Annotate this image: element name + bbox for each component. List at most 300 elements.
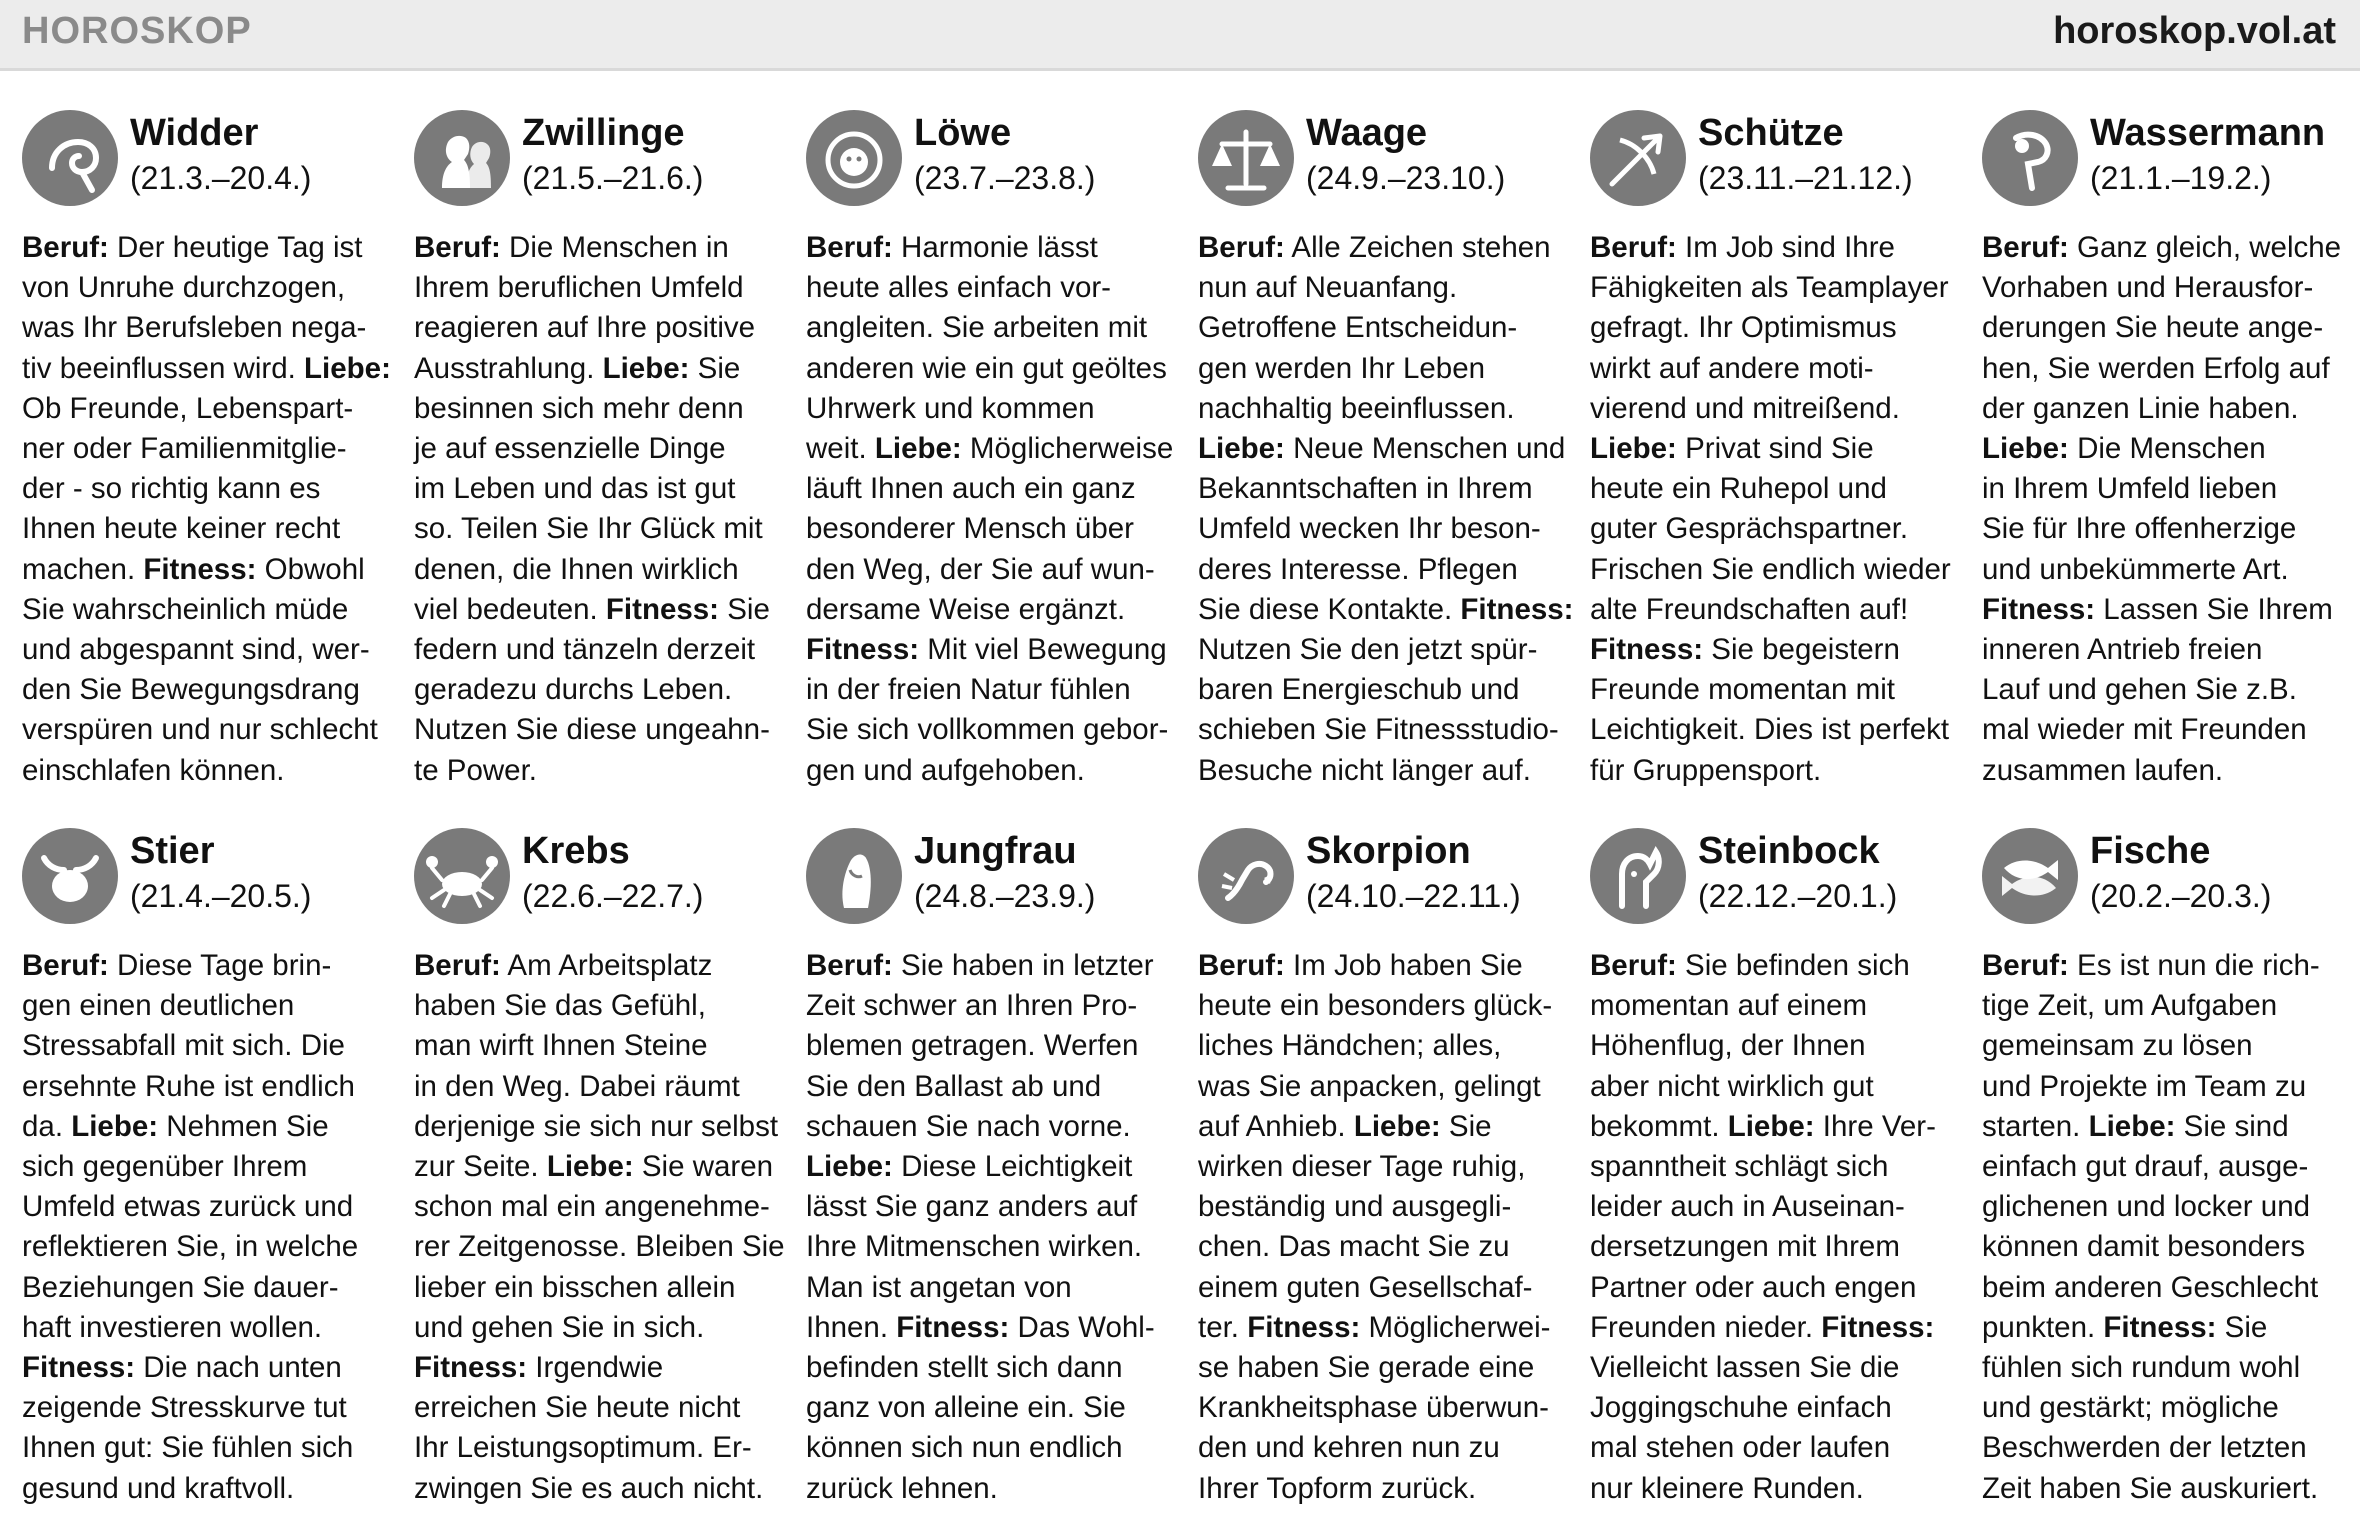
text-line bbox=[1198, 1268, 1566, 1308]
text-fragment: Sie befinden sich bbox=[1676, 949, 1910, 982]
text-fragment: hen, Sie werden Erfolg auf bbox=[1982, 351, 2330, 385]
text-fragment: in der freien Natur fühlen bbox=[806, 673, 1131, 707]
text-line bbox=[414, 550, 782, 590]
text-line bbox=[414, 228, 782, 268]
text-fragment: was Ihr Berufsleben nega- bbox=[22, 311, 367, 345]
text-line bbox=[806, 389, 1174, 429]
text-line bbox=[1198, 1026, 1566, 1066]
text-line bbox=[1590, 268, 1958, 308]
text-line bbox=[806, 469, 1174, 509]
text-fragment: Lauf und gehen Sie z.B. bbox=[1982, 673, 2297, 707]
text-fragment: Im Job sind Ihre bbox=[1676, 231, 1895, 264]
text-fragment: Partner oder auch engen bbox=[1590, 1270, 1917, 1304]
text-line bbox=[806, 550, 1174, 590]
text-fragment: denen, die Ihnen wirklich bbox=[414, 552, 739, 586]
text-fragment: erreichen Sie heute nicht bbox=[414, 1391, 741, 1425]
text-fragment: Vielleicht lassen Sie die bbox=[1590, 1351, 1900, 1385]
text-line bbox=[1198, 389, 1566, 429]
site-link[interactable]: horoskop.vol.at bbox=[2053, 10, 2336, 52]
text-line bbox=[806, 710, 1174, 750]
text-fragment: Uhrwerk und kommen bbox=[806, 391, 1095, 425]
text-line bbox=[22, 1428, 390, 1468]
text-fragment: derjenige sie sich nur selbst bbox=[414, 1109, 779, 1143]
category-label: Beruf: bbox=[1198, 231, 1285, 264]
text-line bbox=[1198, 1147, 1566, 1187]
fish-icon bbox=[1982, 828, 2078, 924]
text-fragment: derungen Sie heute ange- bbox=[1982, 311, 2324, 345]
text-fragment: in den Weg. Dabei räumt bbox=[414, 1069, 740, 1103]
text-fragment: nur kleinere Runden. bbox=[1590, 1471, 1864, 1505]
text-line bbox=[414, 1469, 782, 1509]
text-fragment: Sie bbox=[689, 351, 741, 385]
text-line bbox=[1982, 1428, 2350, 1468]
text-fragment: nachhaltig beeinflussen. bbox=[1198, 391, 1515, 425]
text-line bbox=[806, 1428, 1174, 1468]
category-label: Fitness: bbox=[1247, 1310, 1361, 1344]
text-fragment: vierend und mitreißend. bbox=[1590, 391, 1900, 425]
text-fragment: Leichtigkeit. Dies ist perfekt bbox=[1590, 713, 1950, 747]
text-fragment: glichenen und locker und bbox=[1982, 1190, 2311, 1224]
text-fragment: federn und tänzeln derzeit bbox=[414, 633, 756, 667]
horoscope-text bbox=[414, 228, 782, 791]
text-line bbox=[414, 710, 782, 750]
text-line bbox=[414, 1107, 782, 1147]
horoscope-text bbox=[22, 228, 390, 791]
horoscope-text bbox=[806, 946, 1174, 1509]
text-line bbox=[1590, 1469, 1958, 1509]
sign-name: Krebs bbox=[522, 830, 630, 872]
text-fragment: Die nach unten bbox=[135, 1351, 342, 1385]
text-fragment: Höhenflug, der Ihnen bbox=[1590, 1029, 1866, 1063]
text-fragment: Besuche nicht länger auf. bbox=[1198, 753, 1531, 787]
text-line bbox=[806, 1227, 1174, 1267]
text-line bbox=[1982, 946, 2350, 986]
text-line bbox=[1590, 1147, 1958, 1187]
text-fragment: Freunde momentan mit bbox=[1590, 673, 1895, 707]
text-line bbox=[1590, 228, 1958, 268]
text-line bbox=[1590, 1187, 1958, 1227]
text-line bbox=[1590, 1067, 1958, 1107]
sign-dates: (21.3.–20.4.) bbox=[130, 160, 312, 196]
text-fragment: der ganzen Linie haben. bbox=[1982, 391, 2299, 425]
text-line bbox=[1982, 1026, 2350, 1066]
text-fragment: lässt Sie ganz anders auf bbox=[806, 1190, 1138, 1224]
text-fragment: und unbekümmerte Art. bbox=[1982, 552, 2289, 586]
horoscope-text bbox=[1982, 228, 2350, 791]
text-fragment: gefragt. Ihr Optimismus bbox=[1590, 311, 1897, 345]
text-line bbox=[806, 268, 1174, 308]
crab-icon bbox=[414, 828, 510, 924]
sign-dates: (22.6.–22.7.) bbox=[522, 878, 704, 914]
sign-name: Löwe bbox=[914, 112, 1012, 154]
text-fragment: sich gegenüber Ihrem bbox=[22, 1150, 308, 1184]
text-fragment: mal wieder mit Freunden bbox=[1982, 713, 2307, 747]
text-fragment: Bekanntschaften in Ihrem bbox=[1198, 472, 1533, 506]
text-line bbox=[22, 268, 390, 308]
text-line bbox=[806, 1147, 1174, 1187]
text-fragment: te Power. bbox=[414, 753, 537, 787]
text-line bbox=[1982, 469, 2350, 509]
text-line bbox=[1982, 308, 2350, 348]
text-fragment: einschlafen können. bbox=[22, 753, 285, 787]
text-line bbox=[1590, 710, 1958, 750]
text-fragment: Am Arbeitsplatz bbox=[500, 949, 713, 982]
category-label: Liebe: bbox=[1982, 432, 2069, 466]
text-fragment: befinden stellt sich dann bbox=[806, 1351, 1123, 1385]
text-line bbox=[22, 1469, 390, 1509]
text-line bbox=[414, 590, 782, 630]
horoscope-text bbox=[1198, 946, 1566, 1509]
text-line bbox=[806, 1107, 1174, 1147]
text-line bbox=[1198, 509, 1566, 549]
text-fragment: Es ist nun die rich- bbox=[2068, 949, 2320, 982]
text-fragment: Mit viel Bewegung bbox=[919, 633, 1167, 667]
text-line bbox=[1198, 228, 1566, 268]
horoscope-text bbox=[1590, 946, 1958, 1509]
text-fragment: läuft Ihnen auch ein ganz bbox=[806, 472, 1136, 506]
text-line bbox=[22, 308, 390, 348]
text-line bbox=[1198, 268, 1566, 308]
text-line bbox=[1982, 509, 2350, 549]
category-label: Beruf: bbox=[1590, 231, 1677, 264]
text-fragment: Krankheitsphase überwun- bbox=[1198, 1391, 1549, 1425]
text-fragment: reagieren auf Ihre positive bbox=[414, 311, 756, 345]
scorpion-icon bbox=[1198, 828, 1294, 924]
text-fragment: einfach gut drauf, ausge- bbox=[1982, 1150, 2309, 1184]
text-line bbox=[806, 308, 1174, 348]
text-fragment: Sie diese Kontakte. bbox=[1198, 592, 1461, 626]
text-line bbox=[806, 1469, 1174, 1509]
text-fragment: für Gruppensport. bbox=[1590, 753, 1822, 787]
text-line bbox=[1982, 1227, 2350, 1267]
text-fragment: momentan auf einem bbox=[1590, 989, 1868, 1023]
text-fragment: se haben Sie gerade eine bbox=[1198, 1351, 1535, 1385]
text-fragment: geradezu durchs Leben. bbox=[414, 673, 733, 707]
text-fragment: Im Job haben Sie bbox=[1284, 949, 1523, 982]
text-line bbox=[806, 429, 1174, 469]
text-fragment: Ausstrahlung. bbox=[414, 351, 603, 385]
text-fragment: Sie haben in letzter bbox=[892, 949, 1154, 982]
text-line bbox=[806, 590, 1174, 630]
text-fragment: Ganz gleich, welche bbox=[2068, 231, 2342, 264]
text-fragment: Die Menschen in bbox=[500, 231, 729, 264]
text-fragment: machen. bbox=[22, 552, 144, 586]
text-line bbox=[1590, 590, 1958, 630]
text-fragment: Der heutige Tag ist bbox=[108, 231, 363, 264]
text-fragment: beständig und ausgegli- bbox=[1198, 1190, 1512, 1224]
water-bearer-icon bbox=[1982, 110, 2078, 206]
text-fragment: ter. bbox=[1198, 1310, 1248, 1344]
text-fragment: Möglicherwei- bbox=[1360, 1310, 1551, 1344]
text-line bbox=[1982, 1388, 2350, 1428]
sign-name: Jungfrau bbox=[914, 830, 1077, 872]
category-label: Fitness: bbox=[22, 1351, 136, 1385]
text-fragment: Stressabfall mit sich. Die bbox=[22, 1029, 345, 1063]
text-line bbox=[414, 1147, 782, 1187]
text-fragment: aber nicht wirklich gut bbox=[1590, 1069, 1874, 1103]
horoscope-text bbox=[1198, 228, 1574, 791]
text-line bbox=[1198, 630, 1566, 670]
lion-icon bbox=[806, 110, 902, 206]
text-fragment: Ihnen heute keiner recht bbox=[22, 512, 341, 546]
text-line bbox=[22, 1308, 390, 1348]
text-line bbox=[1590, 550, 1958, 590]
text-fragment: und gehen Sie in sich. bbox=[414, 1310, 705, 1344]
sign-dates: (23.7.–23.8.) bbox=[914, 160, 1096, 196]
text-line bbox=[1982, 986, 2350, 1026]
text-fragment: Umfeld etwas zurück und bbox=[22, 1190, 354, 1224]
text-fragment: nun auf Neuanfang. bbox=[1198, 271, 1458, 305]
text-line bbox=[1198, 1227, 1566, 1267]
text-fragment: von Unruhe durchzogen, bbox=[22, 271, 346, 305]
text-line bbox=[1198, 429, 1566, 469]
text-line bbox=[1198, 1107, 1566, 1147]
text-fragment: besinnen sich mehr denn bbox=[414, 391, 744, 425]
text-fragment: besonderer Mensch über bbox=[806, 512, 1134, 546]
text-fragment: tige Zeit, um Aufgaben bbox=[1982, 989, 2278, 1023]
text-fragment: zur Seite. bbox=[414, 1150, 547, 1184]
text-line bbox=[1982, 1308, 2350, 1348]
text-line bbox=[1982, 1067, 2350, 1107]
text-fragment: Sie sich vollkommen gebor- bbox=[806, 713, 1169, 747]
text-line bbox=[22, 1067, 390, 1107]
text-fragment: Sie für Ihre offenherzige bbox=[1982, 512, 2297, 546]
category-label: Liebe: bbox=[1590, 432, 1677, 466]
text-line bbox=[22, 751, 390, 791]
text-fragment: Zeit schwer an Ihren Pro- bbox=[806, 989, 1138, 1023]
text-line bbox=[1590, 630, 1958, 670]
category-label: Liebe: bbox=[546, 1150, 634, 1184]
text-line bbox=[1198, 670, 1566, 710]
text-line bbox=[22, 1227, 390, 1267]
text-fragment: Joggingschuhe einfach bbox=[1590, 1391, 1892, 1425]
sign-name: Stier bbox=[130, 830, 215, 872]
text-fragment: gesund und kraftvoll. bbox=[22, 1471, 295, 1505]
text-fragment: Sie bbox=[2216, 1310, 2268, 1344]
text-fragment: Beziehungen Sie dauer- bbox=[22, 1270, 339, 1304]
sign-name: Zwillinge bbox=[522, 112, 685, 154]
text-line bbox=[1590, 1268, 1958, 1308]
text-fragment: Ihnen. bbox=[806, 1310, 897, 1344]
text-fragment: haben Sie das Gefühl, bbox=[414, 989, 706, 1023]
category-label: Fitness: bbox=[1460, 592, 1574, 626]
text-line bbox=[1590, 349, 1958, 389]
text-fragment: schon mal ein angenehme- bbox=[414, 1190, 770, 1224]
text-fragment: gemeinsam zu lösen bbox=[1982, 1029, 2253, 1063]
text-fragment: und gestärkt; mögliche bbox=[1982, 1391, 2279, 1425]
category-label: Beruf: bbox=[1198, 949, 1285, 982]
sign-name: Steinbock bbox=[1698, 830, 1880, 872]
ram-icon bbox=[22, 110, 118, 206]
text-line bbox=[414, 389, 782, 429]
text-fragment: schieben Sie Fitnessstudio- bbox=[1198, 713, 1559, 747]
text-line bbox=[1198, 946, 1566, 986]
category-label: Liebe: bbox=[806, 1150, 893, 1184]
text-line bbox=[22, 228, 390, 268]
text-line bbox=[414, 670, 782, 710]
text-fragment: wirkt auf andere moti- bbox=[1590, 351, 1874, 385]
sign-dates: (24.10.–22.11.) bbox=[1306, 878, 1521, 914]
text-line bbox=[1198, 710, 1566, 750]
category-label: Liebe: bbox=[1353, 1109, 1441, 1143]
text-fragment: beim anderen Geschlecht bbox=[1982, 1270, 2319, 1304]
text-line bbox=[414, 349, 782, 389]
text-line bbox=[806, 1388, 1174, 1428]
text-fragment: Sie den Ballast ab und bbox=[806, 1069, 1102, 1103]
text-fragment: angleiten. Sie arbeiten mit bbox=[806, 311, 1148, 345]
text-line bbox=[806, 1348, 1174, 1388]
category-label: Beruf: bbox=[414, 231, 501, 264]
text-fragment: Ihre Mitmenschen wirken. bbox=[806, 1230, 1143, 1264]
text-fragment: Sie waren bbox=[633, 1150, 774, 1184]
text-fragment: zurück lehnen. bbox=[806, 1471, 998, 1505]
sign-name: Wassermann bbox=[2090, 112, 2326, 154]
category-label: Liebe: bbox=[1198, 432, 1285, 466]
text-line bbox=[1982, 1107, 2350, 1147]
text-fragment: dersame Weise ergänzt. bbox=[806, 592, 1126, 626]
text-fragment: liches Händchen; alles, bbox=[1198, 1029, 1502, 1063]
text-fragment: Sie wahrscheinlich müde bbox=[22, 592, 349, 626]
category-label: Fitness: bbox=[143, 552, 257, 586]
text-line bbox=[806, 630, 1174, 670]
capricorn-icon bbox=[1590, 828, 1686, 924]
text-fragment: Lassen Sie Ihrem bbox=[2095, 592, 2333, 626]
text-line bbox=[1198, 349, 1566, 389]
text-fragment: weit. bbox=[806, 432, 875, 466]
text-line bbox=[1198, 550, 1566, 590]
text-fragment: gen und aufgehoben. bbox=[806, 753, 1085, 787]
text-line bbox=[806, 751, 1174, 791]
text-line bbox=[1198, 986, 1566, 1026]
category-label: Beruf: bbox=[414, 949, 501, 982]
text-fragment: blemen getragen. Werfen bbox=[806, 1029, 1139, 1063]
horoscope-text bbox=[414, 946, 785, 1509]
text-line bbox=[22, 670, 390, 710]
text-fragment: da. bbox=[22, 1109, 72, 1143]
text-line bbox=[22, 1147, 390, 1187]
text-fragment: können damit besonders bbox=[1982, 1230, 2306, 1264]
text-line bbox=[22, 1348, 390, 1388]
sign-dates: (21.1.–19.2.) bbox=[2090, 160, 2272, 196]
text-fragment: Irgendwie bbox=[527, 1351, 664, 1385]
text-line bbox=[1590, 1348, 1958, 1388]
text-line bbox=[22, 710, 390, 750]
text-line bbox=[1198, 308, 1566, 348]
text-fragment: zusammen laufen. bbox=[1982, 753, 2224, 787]
text-line bbox=[1198, 751, 1566, 791]
text-line bbox=[1198, 1187, 1566, 1227]
text-fragment: Obwohl bbox=[256, 552, 365, 586]
text-line bbox=[1198, 1469, 1566, 1509]
sign-dates: (24.9.–23.10.) bbox=[1306, 160, 1506, 196]
text-line bbox=[1982, 590, 2350, 630]
text-line bbox=[806, 509, 1174, 549]
text-line bbox=[414, 429, 782, 469]
text-line bbox=[806, 1268, 1174, 1308]
text-fragment: Diese Tage brin- bbox=[108, 949, 332, 982]
text-line bbox=[806, 1026, 1174, 1066]
text-line bbox=[22, 429, 390, 469]
text-fragment: fühlen sich rundum wohl bbox=[1982, 1351, 2301, 1385]
text-line bbox=[1982, 389, 2350, 429]
text-line bbox=[1982, 710, 2350, 750]
text-line bbox=[414, 986, 782, 1026]
text-fragment: Nehmen Sie bbox=[158, 1109, 329, 1143]
text-fragment: Nutzen Sie diese ungeahn- bbox=[414, 713, 770, 747]
text-line bbox=[414, 1348, 782, 1388]
text-line bbox=[1982, 1187, 2350, 1227]
text-fragment: dersetzungen mit Ihrem bbox=[1590, 1230, 1900, 1264]
text-line bbox=[1590, 389, 1958, 429]
text-line bbox=[1590, 1308, 1958, 1348]
text-line bbox=[1198, 1308, 1566, 1348]
text-line bbox=[22, 550, 390, 590]
text-fragment: Neue Menschen und bbox=[1284, 432, 1566, 466]
text-fragment: heute ein besonders glück- bbox=[1198, 989, 1553, 1023]
text-fragment: Man ist angetan von bbox=[806, 1270, 1072, 1304]
text-fragment: bekommt. bbox=[1590, 1109, 1728, 1143]
text-fragment: gen werden Ihr Leben bbox=[1198, 351, 1486, 385]
category-label: Fitness: bbox=[1982, 592, 2096, 626]
text-fragment: Harmonie lässt bbox=[892, 231, 1098, 264]
category-label: Liebe: bbox=[602, 351, 690, 385]
text-line bbox=[414, 1268, 782, 1308]
text-fragment: spanntheit schlägt sich bbox=[1590, 1150, 1889, 1184]
text-fragment: deres Interesse. Pflegen bbox=[1198, 552, 1518, 586]
text-line bbox=[22, 1187, 390, 1227]
text-line bbox=[1982, 429, 2350, 469]
virgin-icon bbox=[806, 828, 902, 924]
text-fragment: Ihr Leistungsoptimum. Er- bbox=[414, 1431, 752, 1465]
text-line bbox=[1590, 429, 1958, 469]
sign-dates: (21.4.–20.5.) bbox=[130, 878, 312, 914]
text-line bbox=[414, 469, 782, 509]
text-fragment: und abgespannt sind, wer- bbox=[22, 633, 370, 667]
text-line bbox=[414, 1067, 782, 1107]
section-title: HOROSKOP bbox=[22, 10, 252, 52]
archer-icon bbox=[1590, 110, 1686, 206]
text-fragment: Frischen Sie endlich wieder bbox=[1590, 552, 1951, 586]
text-line bbox=[1198, 590, 1574, 630]
text-fragment: so. Teilen Sie Ihr Glück mit bbox=[414, 512, 763, 546]
category-label: Liebe: bbox=[304, 351, 391, 385]
category-label: Fitness: bbox=[1821, 1310, 1935, 1344]
text-fragment: und Projekte im Team zu bbox=[1982, 1069, 2307, 1103]
text-fragment: ersehnte Ruhe ist endlich bbox=[22, 1069, 355, 1103]
text-line bbox=[1198, 1388, 1566, 1428]
text-fragment: Privat sind Sie bbox=[1676, 432, 1874, 466]
text-line bbox=[22, 1268, 390, 1308]
text-fragment: den Sie Bewegungsdrang bbox=[22, 673, 360, 707]
text-fragment: viel bedeuten. bbox=[414, 592, 606, 626]
text-line bbox=[1982, 1147, 2350, 1187]
text-line bbox=[1590, 1227, 1958, 1267]
text-fragment: leider auch in Auseinan- bbox=[1590, 1190, 1905, 1224]
text-fragment: verspüren und nur schlecht bbox=[22, 713, 378, 747]
text-fragment: Sie bbox=[1440, 1109, 1492, 1143]
text-line bbox=[1982, 670, 2350, 710]
text-line bbox=[1982, 228, 2350, 268]
text-fragment: Beschwerden der letzten bbox=[1982, 1431, 2307, 1465]
sign-name: Widder bbox=[130, 112, 259, 154]
category-label: Fitness: bbox=[605, 592, 720, 626]
text-line bbox=[806, 349, 1174, 389]
text-fragment: Alle Zeichen stehen bbox=[1284, 231, 1551, 264]
text-fragment: Das Wohl- bbox=[1009, 1310, 1155, 1344]
category-label: Beruf: bbox=[1982, 231, 2069, 264]
text-line bbox=[22, 946, 390, 986]
sign-name: Waage bbox=[1306, 112, 1428, 154]
